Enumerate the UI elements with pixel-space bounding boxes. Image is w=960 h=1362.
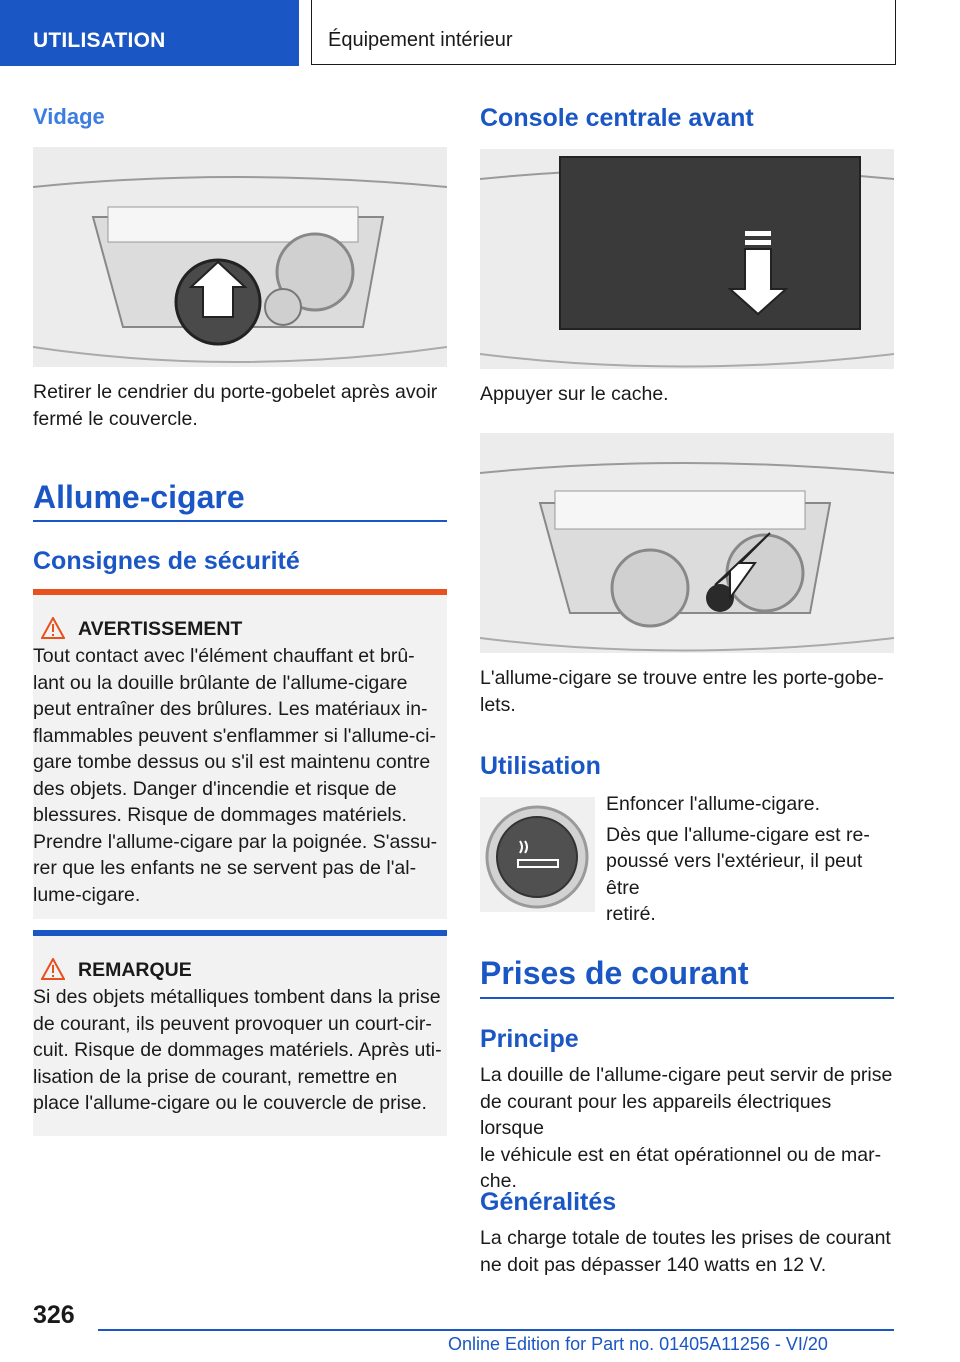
- lighter-location-caption: [480, 665, 894, 718]
- consignes-heading: Consignes de sécurité: [33, 547, 300, 575]
- text-line: peut entraîner des brûlures. Les matériaux in-: [33, 698, 428, 720]
- notice-bar: [33, 930, 447, 936]
- ashtray-removal-illustration: [33, 147, 447, 367]
- footer-rule: [98, 1329, 894, 1331]
- generalites-heading: Généralités: [480, 1188, 617, 1216]
- text-line: lisation de la prise de courant, remettre en: [33, 1065, 398, 1088]
- text-line: L'allume-cigare se trouve entre les porte-gobe-: [480, 667, 884, 689]
- lighter-location-illustration: [480, 433, 894, 653]
- text-line: Retirer le cendrier du porte-gobelet après avoir: [33, 381, 438, 403]
- section-title: UTILISATION: [33, 29, 166, 52]
- notice-icon: [41, 958, 65, 985]
- text-line: lets.: [480, 693, 516, 716]
- text-line: cuit. Risque de dommages matériels. Après uti-: [33, 1039, 442, 1061]
- page-number: 326: [33, 1301, 75, 1329]
- text-line: lume-cigare.: [33, 883, 141, 906]
- console-cover-illustration: [480, 149, 894, 369]
- text-line: blessures. Risque de dommages matériels.: [33, 804, 407, 826]
- section-tab: [0, 0, 299, 66]
- chapter-tab: [311, 0, 896, 65]
- edition-note: Online Edition for Part no. 01405A11256 - VI/20: [448, 1334, 828, 1354]
- utilisation-text: [606, 791, 896, 928]
- allume-cigare-heading: Allume-cigare: [33, 479, 245, 515]
- text-line: de courant, ils peuvent provoquer un court-cir-: [33, 1012, 432, 1035]
- text-line: La douille de l'allume-cigare peut servir de prise: [480, 1064, 893, 1086]
- lighter-button-illustration: [480, 797, 595, 912]
- heading-rule: [33, 520, 447, 522]
- text-line: Prendre l'allume-cigare par la poignée. S'assu-: [33, 830, 438, 853]
- text-line: rer que les enfants ne se servent pas de l'al-: [33, 857, 417, 879]
- principe-text: [480, 1062, 894, 1195]
- text-line: Tout contact avec l'élément chauffant et brû-: [33, 645, 415, 667]
- warning-box: [33, 589, 447, 919]
- text-line: che.: [480, 1170, 517, 1192]
- text-line: Si des objets métalliques tombent dans la prise: [33, 986, 441, 1008]
- notice-text: [33, 984, 447, 1117]
- text-line: de courant pour les appareils électriques lorsque: [480, 1090, 832, 1139]
- console-caption: Appuyer sur le cache.: [480, 383, 669, 405]
- text-line: poussé vers l'extérieur, il peut être: [606, 850, 863, 899]
- text-line: place l'allume-cigare ou le couvercle de prise.: [33, 1092, 427, 1114]
- text-line: lant ou la douille brûlante de l'allume-cigare: [33, 671, 408, 694]
- vidage-caption: [33, 379, 447, 432]
- utilisation-heading: Utilisation: [480, 752, 601, 780]
- warning-title: AVERTISSEMENT: [78, 618, 243, 640]
- chapter-title: Équipement intérieur: [328, 29, 513, 51]
- warning-bar: [33, 589, 447, 595]
- text-line: flammables peuvent s'enflammer si l'allume-ci-: [33, 724, 436, 747]
- prises-heading: Prises de courant: [480, 955, 749, 991]
- heading-rule: [480, 997, 894, 999]
- text-line: ne doit pas dépasser 140 watts en 12 V.: [480, 1253, 827, 1276]
- text-line: gare tombe dessus ou s'il est maintenu contre: [33, 751, 431, 773]
- text-line: Dès que l'allume-cigare est re-: [606, 823, 870, 846]
- console-heading: Console centrale avant: [480, 104, 754, 132]
- notice-box: [33, 930, 447, 1136]
- notice-title: REMARQUE: [78, 959, 192, 981]
- generalites-text: [480, 1225, 894, 1278]
- warning-icon: [41, 617, 65, 644]
- principe-heading: Principe: [480, 1025, 579, 1053]
- text-line: fermé le couvercle.: [33, 407, 198, 430]
- text-line: des objets. Danger d'incendie et risque de: [33, 777, 397, 800]
- text-line: le véhicule est en état opérationnel ou de mar-: [480, 1143, 882, 1166]
- text-line: Enfoncer l'allume-cigare.: [606, 793, 820, 815]
- vidage-heading: Vidage: [33, 104, 105, 129]
- text-line: retiré.: [606, 903, 656, 925]
- text-line: La charge totale de toutes les prises de courant: [480, 1227, 891, 1249]
- warning-text: [33, 643, 447, 908]
